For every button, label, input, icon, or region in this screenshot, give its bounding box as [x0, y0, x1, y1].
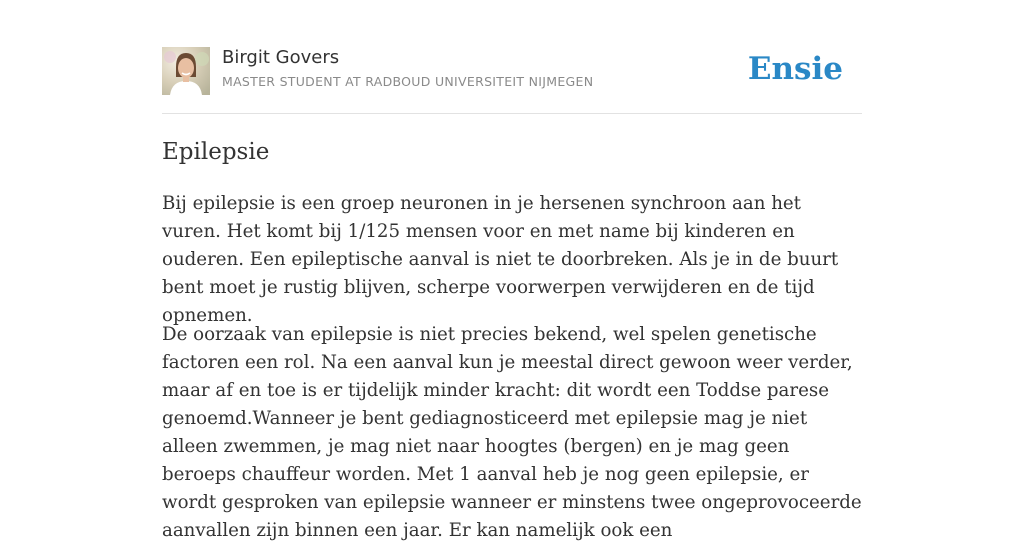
author-header: [162, 0, 862, 114]
brand-logo[interactable]: Ensie: [747, 51, 843, 87]
author-title: MASTER STUDENT AT RADBOUD UNIVERSITEIT NIJMEGEN: [222, 74, 594, 89]
content-column: [162, 0, 862, 541]
author-name[interactable]: Birgit Govers: [222, 47, 340, 68]
article-paragraph: De oorzaak van epilepsie is niet precies bekend, wel spelen genetische factoren een rol. Na een aanval kun je meestal direct gewoon weer verder, maar af en toe is er tijdelijk minder kracht: dit wordt een Toddse parese genoemd.Wanneer je bent gediagnosticeerd met epilepsie mag je niet alleen zwemmen, je mag niet naar hoogtes (bergen) en je mag geen beroeps chauffeur worden. Met 1 aanval heb je nog geen epilepsie, er wordt gesproken van epilepsie wanneer er minstens twee ongeprovoceerde aanvallen zijn binnen een jaar. Er kan namelijk ook een: [162, 324, 862, 541]
article-title: Epilepsie: [162, 139, 270, 165]
avatar-photo: [162, 47, 210, 95]
article-paragraph: Bij epilepsie is een groep neuronen in je hersenen synchroon aan het vuren. Het komt bij 1/125 mensen voor en met name bij kinderen en ouderen. Een epileptische aanval is niet te doorbreken. Als je in de buurt bent moet je rustig blijven, scherpe voorwerpen verwijderen en de tijd opnemen.: [162, 193, 839, 326]
author-avatar[interactable]: [162, 47, 210, 95]
